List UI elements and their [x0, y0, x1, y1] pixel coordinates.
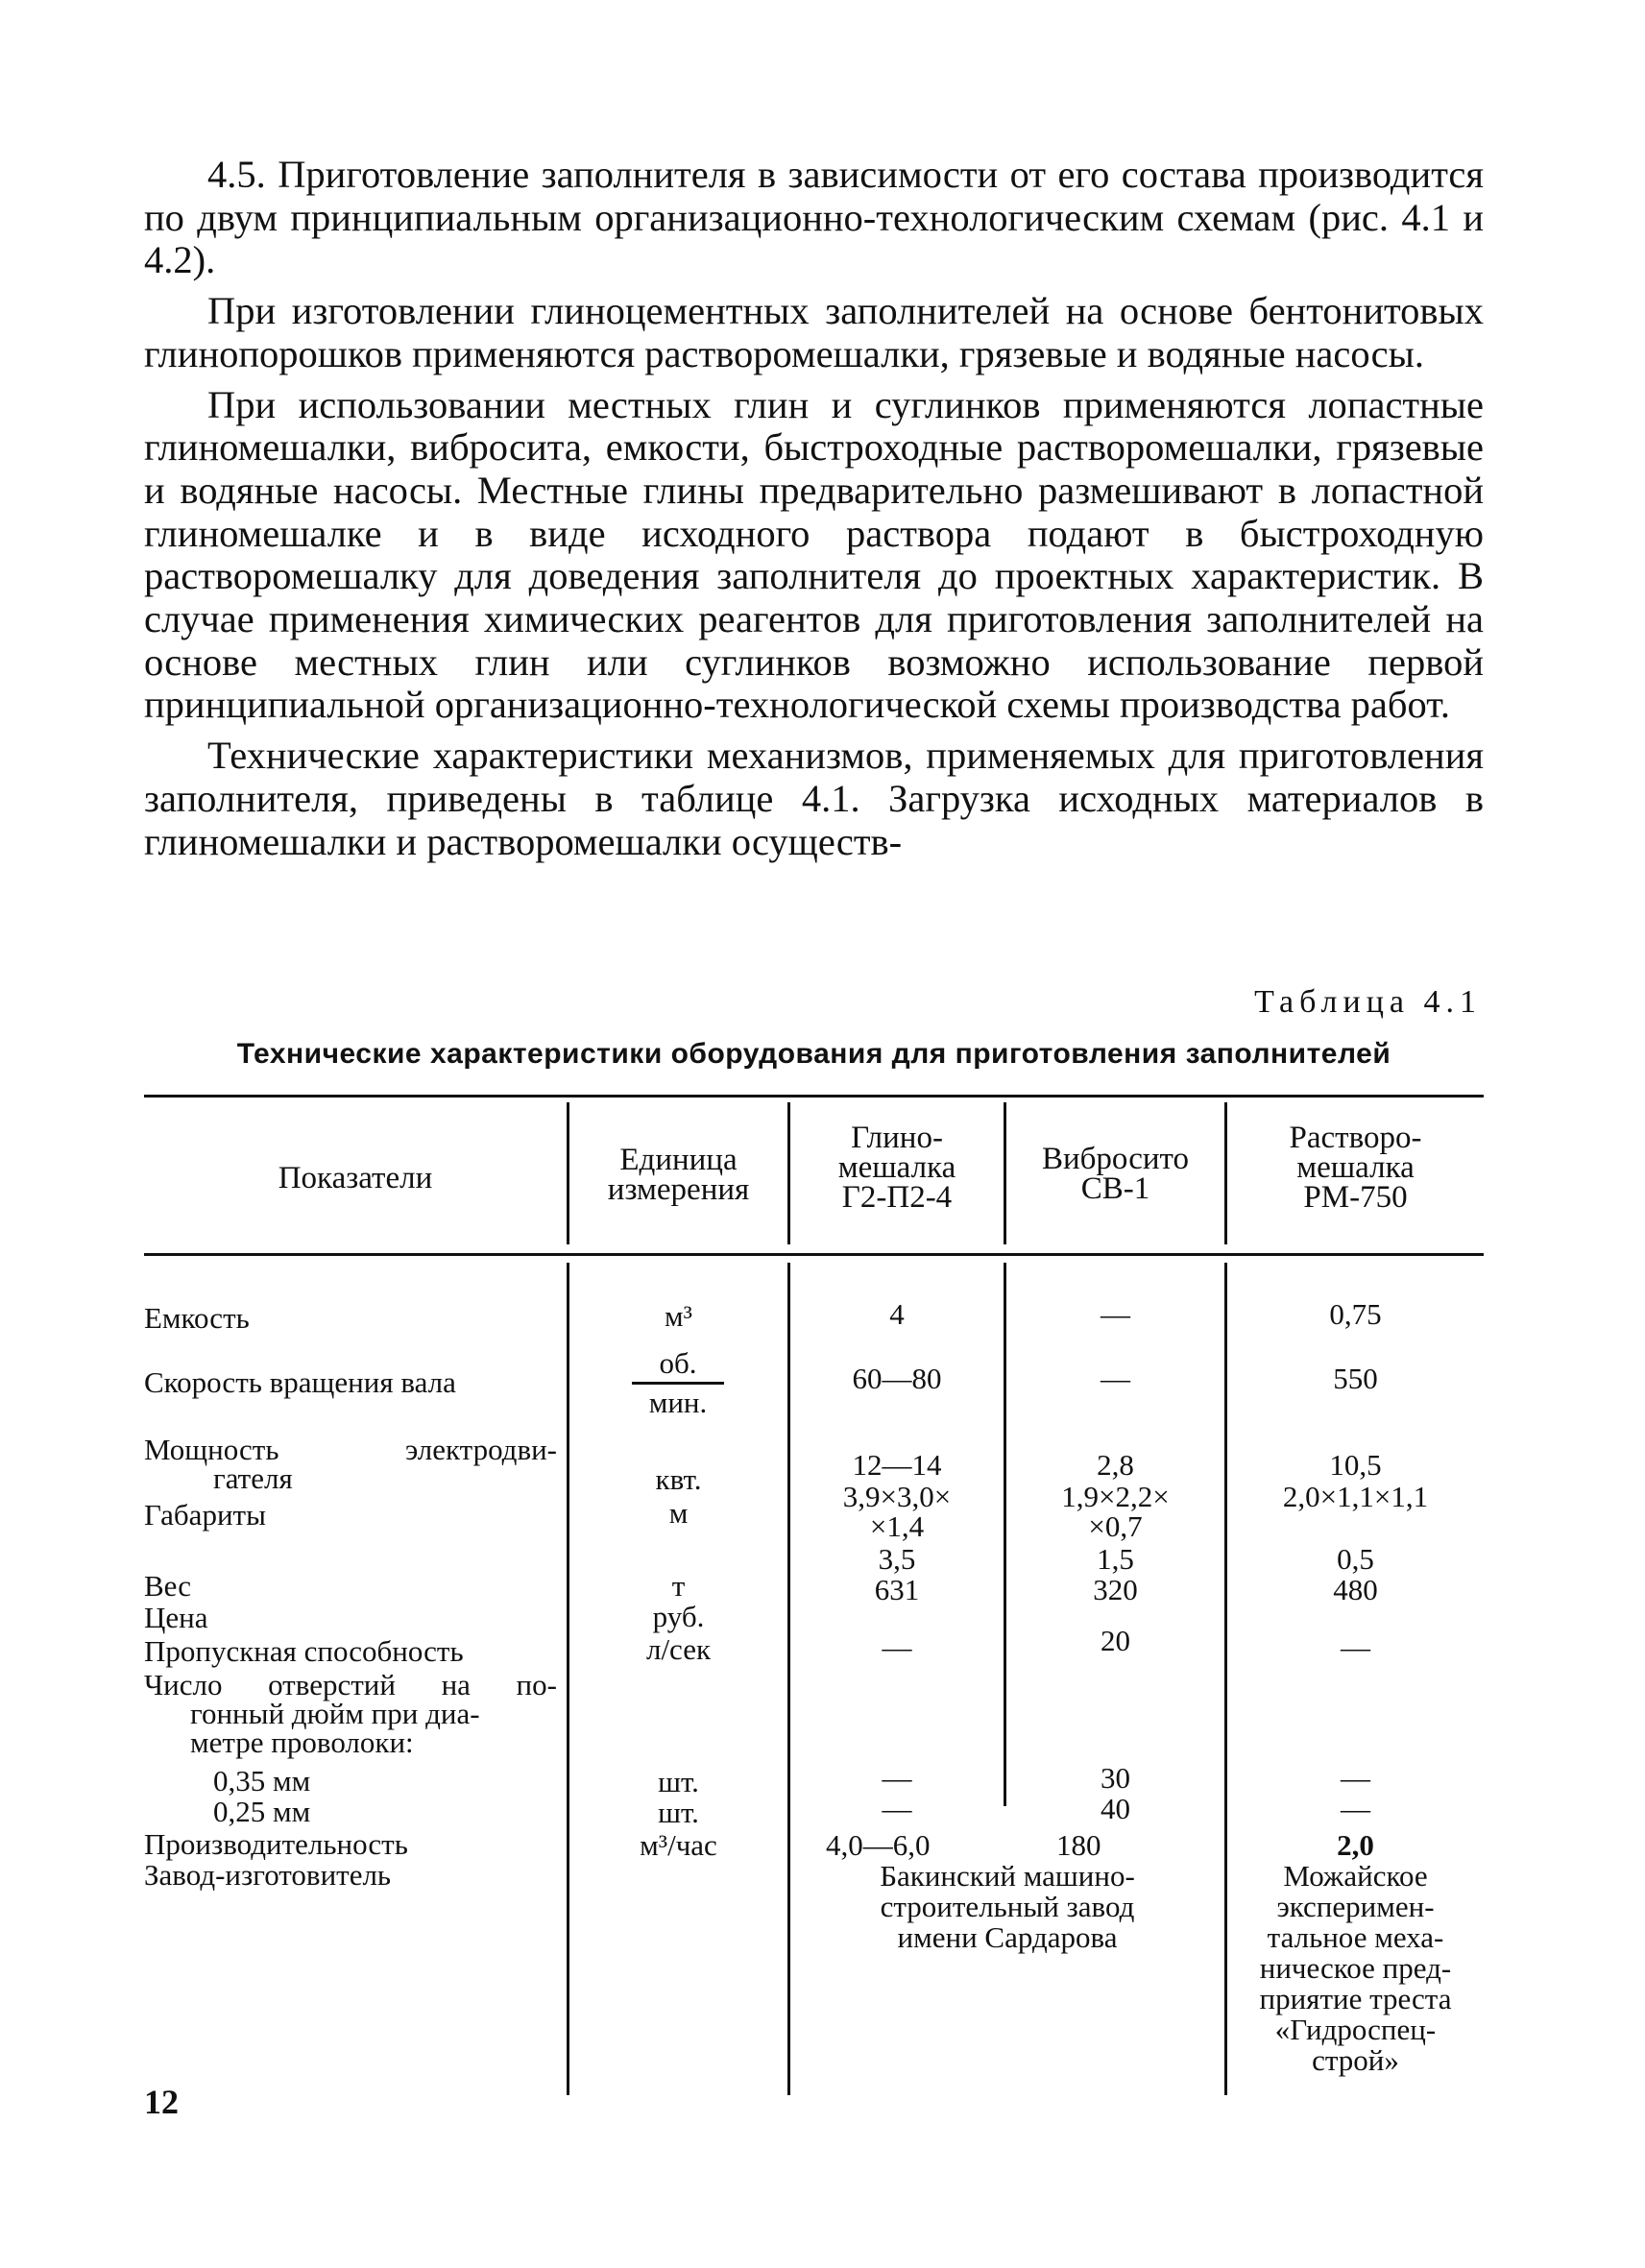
mixer-wire-025: —: [882, 1792, 912, 1825]
paragraph-bentonite: При изготовлении глиноцементных заполнителей на основе бентонитовых глинопорошков применяются растворомешалки, грязевые и водяные насосы.: [144, 289, 1484, 375]
mixer-wire-035: —: [882, 1761, 912, 1795]
solmixer-throughput: —: [1341, 1630, 1370, 1664]
header-clay-mixer: Глино- мешалка Г2-П2-4: [837, 1121, 956, 1215]
unit-wire-035: шт.: [658, 1765, 699, 1798]
sieve-capacity: —: [1101, 1297, 1130, 1331]
mixer-dimensions: 3,9×3,0× ×1,4: [842, 1480, 952, 1543]
label-price: Цена: [144, 1601, 208, 1634]
mixer-capacity: 4: [889, 1297, 905, 1331]
sieve-power: 2,8: [1097, 1448, 1134, 1482]
sieve-throughput: 20: [1101, 1624, 1130, 1657]
manufacturer-baku: Бакинский машино- строительный завод имени Сардарова: [880, 1859, 1135, 1954]
solmixer-price: 480: [1333, 1573, 1378, 1606]
unit-speed: об. мин.: [632, 1347, 724, 1419]
manufacturer-mozhaysk: Можайское эксперимен- тальное меха- ническое пред- приятие треста «Гидроспец- строй»: [1259, 1859, 1452, 2077]
header-param: Показатели: [278, 1161, 433, 1195]
unit-dimensions: м: [668, 1496, 689, 1530]
unit-throughput: л/сек: [645, 1632, 712, 1666]
label-holes: Число отверстий на по- гонный дюйм при диа- метре проволоки:: [144, 1668, 557, 1759]
paragraph-tech-characteristics: Технические характеристики механизмов, применяемых для приготовления заполнителя, приведены в таблице 4.1. Загрузка исходных материалов в глиномешалки и растворомешалки осуществ-: [144, 734, 1484, 863]
label-throughput: Пропускная способность: [144, 1634, 464, 1668]
solmixer-capacity: 0,75: [1329, 1297, 1382, 1331]
unit-price: руб.: [652, 1600, 705, 1633]
table-caption: Таблица 4.1: [1254, 984, 1482, 1020]
label-manufacturer: Завод-изготовитель: [144, 1858, 392, 1892]
body-text: [144, 154, 1484, 871]
sieve-wire-035: 30: [1101, 1761, 1130, 1795]
page-number: 12: [144, 2083, 179, 2121]
sieve-productivity: 180: [1056, 1828, 1101, 1862]
sieve-dimensions: 1,9×2,2× ×0,7: [1061, 1480, 1170, 1543]
mixer-throughput: —: [882, 1630, 912, 1664]
header-vibrating-sieve: Вибросито СВ-1: [1041, 1142, 1190, 1206]
label-wire-035: 0,35 мм: [213, 1764, 311, 1798]
label-weight: Вес: [144, 1569, 191, 1603]
label-power: Мощность электродви- гателя: [144, 1433, 557, 1495]
label-dimensions: Габариты: [144, 1498, 266, 1532]
unit-capacity: м³: [665, 1299, 692, 1333]
mixer-productivity: 4,0—6,0: [826, 1828, 931, 1862]
unit-wire-025: шт.: [658, 1796, 699, 1829]
unit-weight: т: [671, 1569, 686, 1603]
solmixer-weight: 0,5: [1337, 1542, 1374, 1576]
unit-productivity: м³/час: [640, 1828, 717, 1862]
label-capacity: Емкость: [144, 1301, 250, 1335]
sieve-weight: 1,5: [1097, 1542, 1134, 1576]
solmixer-wire-035: —: [1341, 1761, 1370, 1795]
solmixer-wire-025: —: [1341, 1792, 1370, 1825]
header-solution-mixer: Растворо- мешалка РМ-750: [1289, 1121, 1422, 1215]
unit-power: квт.: [655, 1462, 702, 1496]
table-top-rule: [144, 1095, 1484, 1098]
sieve-speed: —: [1101, 1362, 1130, 1395]
header-unit: Единица измерения: [607, 1143, 750, 1207]
table-header-rule: [144, 1253, 1484, 1256]
table-title: Технические характеристики оборудования для приготовления заполнителей: [236, 1038, 1391, 1070]
mixer-weight: 3,5: [878, 1542, 916, 1576]
mixer-speed: 60—80: [852, 1362, 942, 1395]
solmixer-dimensions: 2,0×1,1×1,1: [1282, 1480, 1429, 1513]
label-speed: Скорость вращения вала: [144, 1365, 456, 1399]
solmixer-power: 10,5: [1329, 1448, 1382, 1482]
solmixer-productivity: 2,0: [1337, 1828, 1374, 1862]
label-wire-025: 0,25 мм: [213, 1795, 311, 1828]
paragraph-4-5: 4.5. Приготовление заполнителя в зависимости от его состава производится по двум принципиальным организационно-технологическим схемам (рис. 4.1 и 4.2).: [144, 153, 1484, 282]
mixer-power: 12—14: [852, 1448, 942, 1482]
paragraph-local-clays: При использовании местных глин и суглинков применяются лопастные глиномешалки, вибросита, емкости, быстроходные растворомешалки, грязевые и водяные насосы. Местные глины предварительно размешивают в лопастной глиномешалке и в виде исходного раствора подают в быстроходную растворомешалку для доведения заполнителя до проектных характеристик. В случае применения химических реагентов для приготовления заполнителей на основе местных глин или суглинков возможно использование первой принципиальной организационно-технологической схемы производства работ.: [144, 382, 1484, 727]
solmixer-speed: 550: [1333, 1362, 1378, 1395]
column-divider-1-body: [567, 1263, 569, 2095]
label-productivity: Производительность: [144, 1827, 408, 1861]
sieve-price: 320: [1093, 1573, 1138, 1606]
sieve-wire-025: 40: [1101, 1792, 1130, 1825]
mixer-price: 631: [874, 1573, 920, 1606]
